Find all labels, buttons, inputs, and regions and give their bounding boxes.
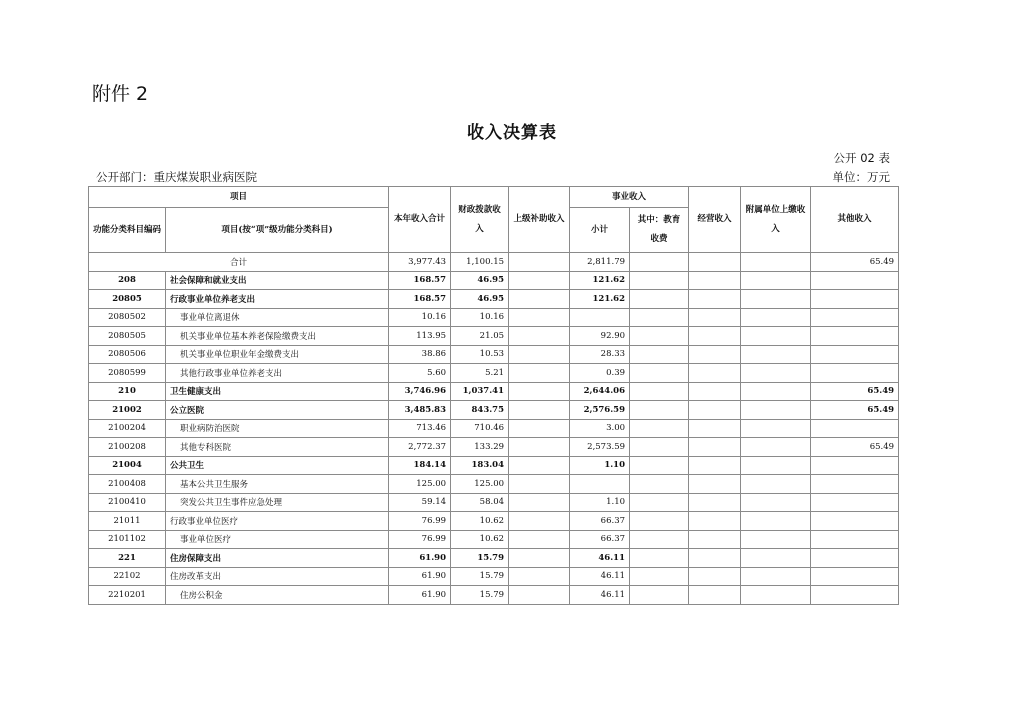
table-row (89, 364, 899, 383)
row-other (811, 512, 899, 531)
row-name: 事业单位医疗 (166, 530, 389, 549)
row-total: 113.95 (389, 327, 451, 346)
row-operating (689, 382, 741, 401)
total-education (630, 253, 689, 272)
row-name: 卫生健康支出 (166, 382, 389, 401)
row-affiliated (741, 475, 811, 494)
row-name: 机关事业单位基本养老保险缴费支出 (166, 327, 389, 346)
row-education (630, 567, 689, 586)
unit-label: 单位：万元 (832, 170, 890, 184)
row-fiscal: 10.16 (451, 308, 509, 327)
row-name: 其他行政事业单位养老支出 (166, 364, 389, 383)
row-name: 职业病防治医院 (166, 419, 389, 438)
row-fiscal: 183.04 (451, 456, 509, 475)
row-education (630, 586, 689, 605)
row-total: 76.99 (389, 530, 451, 549)
row-subtotal: 0.39 (570, 364, 630, 383)
row-total: 10.16 (389, 308, 451, 327)
row-operating (689, 567, 741, 586)
row-total: 168.57 (389, 271, 451, 290)
row-affiliated (741, 401, 811, 420)
row-total: 61.90 (389, 549, 451, 568)
row-total: 61.90 (389, 567, 451, 586)
row-subtotal: 121.62 (570, 290, 630, 309)
row-education (630, 419, 689, 438)
row-code: 2210201 (89, 586, 166, 605)
row-subtotal: 121.62 (570, 271, 630, 290)
row-code: 221 (89, 549, 166, 568)
row-name: 其他专科医院 (166, 438, 389, 457)
row-upper (509, 382, 570, 401)
row-subtotal: 46.11 (570, 567, 630, 586)
row-other (811, 345, 899, 364)
table-row (89, 530, 899, 549)
row-affiliated (741, 345, 811, 364)
row-operating (689, 308, 741, 327)
row-upper (509, 549, 570, 568)
row-affiliated (741, 438, 811, 457)
row-upper (509, 271, 570, 290)
row-name: 住房公积金 (166, 586, 389, 605)
row-operating (689, 475, 741, 494)
row-name: 住房改革支出 (166, 567, 389, 586)
row-education (630, 382, 689, 401)
row-other (811, 586, 899, 605)
row-code: 2100410 (89, 493, 166, 512)
row-education (630, 549, 689, 568)
table-row (89, 419, 899, 438)
row-code: 2100408 (89, 475, 166, 494)
table-row (89, 567, 899, 586)
row-fiscal: 10.62 (451, 530, 509, 549)
total-subtotal: 2,811.79 (570, 253, 630, 272)
row-education (630, 493, 689, 512)
row-code: 2080599 (89, 364, 166, 383)
row-fiscal: 15.79 (451, 586, 509, 605)
row-operating (689, 438, 741, 457)
row-fiscal: 15.79 (451, 567, 509, 586)
row-affiliated (741, 327, 811, 346)
row-total: 2,772.37 (389, 438, 451, 457)
row-affiliated (741, 456, 811, 475)
row-upper (509, 493, 570, 512)
row-education (630, 512, 689, 531)
table-row (89, 401, 899, 420)
row-education (630, 475, 689, 494)
row-operating (689, 493, 741, 512)
department-label: 公开部门：重庆煤炭职业病医院 (96, 170, 257, 184)
row-operating (689, 345, 741, 364)
row-affiliated (741, 512, 811, 531)
row-operating (689, 549, 741, 568)
row-operating (689, 512, 741, 531)
row-affiliated (741, 493, 811, 512)
total-fiscal: 1,100.15 (451, 253, 509, 272)
row-affiliated (741, 530, 811, 549)
attachment-label: 附件 2 (92, 83, 149, 105)
row-name: 行政事业单位医疗 (166, 512, 389, 531)
row-total: 38.86 (389, 345, 451, 364)
row-subtotal: 1.10 (570, 493, 630, 512)
row-fiscal: 133.29 (451, 438, 509, 457)
row-subtotal: 92.90 (570, 327, 630, 346)
header-fiscal: 财政拨款收入 (451, 187, 509, 253)
table-row (89, 327, 899, 346)
row-education (630, 364, 689, 383)
row-subtotal: 3.00 (570, 419, 630, 438)
table-row (89, 475, 899, 494)
row-upper (509, 456, 570, 475)
row-upper (509, 401, 570, 420)
row-upper (509, 290, 570, 309)
row-other: 65.49 (811, 401, 899, 420)
income-table (88, 186, 899, 605)
row-fiscal: 125.00 (451, 475, 509, 494)
table-row (89, 345, 899, 364)
row-upper (509, 438, 570, 457)
header-other: 其他收入 (811, 187, 899, 253)
row-fiscal: 21.05 (451, 327, 509, 346)
row-fiscal: 46.95 (451, 271, 509, 290)
row-code: 2080502 (89, 308, 166, 327)
total-row (89, 253, 899, 272)
row-affiliated (741, 586, 811, 605)
row-operating (689, 364, 741, 383)
table-row (89, 512, 899, 531)
row-subtotal: 2,576.59 (570, 401, 630, 420)
row-education (630, 438, 689, 457)
row-total: 3,485.83 (389, 401, 451, 420)
table-row (89, 290, 899, 309)
header-project: 项目 (89, 187, 389, 208)
row-subtotal: 46.11 (570, 586, 630, 605)
row-affiliated (741, 382, 811, 401)
row-code: 2080506 (89, 345, 166, 364)
row-operating (689, 456, 741, 475)
row-upper (509, 530, 570, 549)
row-affiliated (741, 308, 811, 327)
row-education (630, 271, 689, 290)
row-subtotal: 2,644.06 (570, 382, 630, 401)
row-name: 突发公共卫生事件应急处理 (166, 493, 389, 512)
row-operating (689, 419, 741, 438)
row-other (811, 327, 899, 346)
row-code: 22102 (89, 567, 166, 586)
row-upper (509, 567, 570, 586)
row-total: 3,746.96 (389, 382, 451, 401)
table-row (89, 456, 899, 475)
row-operating (689, 401, 741, 420)
row-other: 65.49 (811, 382, 899, 401)
row-other (811, 290, 899, 309)
row-other (811, 456, 899, 475)
row-education (630, 290, 689, 309)
row-total: 713.46 (389, 419, 451, 438)
header-subtotal: 小计 (570, 208, 630, 253)
row-operating (689, 290, 741, 309)
row-other (811, 549, 899, 568)
header-affiliated: 附属单位上缴收入 (741, 187, 811, 253)
header-business: 事业收入 (570, 187, 689, 208)
row-total: 184.14 (389, 456, 451, 475)
row-name: 机关事业单位职业年金缴费支出 (166, 345, 389, 364)
row-fiscal: 58.04 (451, 493, 509, 512)
row-upper (509, 512, 570, 531)
row-operating (689, 586, 741, 605)
row-education (630, 401, 689, 420)
row-total: 5.60 (389, 364, 451, 383)
row-other (811, 530, 899, 549)
header-total: 本年收入合计 (389, 187, 451, 253)
table-row (89, 382, 899, 401)
row-other (811, 364, 899, 383)
row-code: 21004 (89, 456, 166, 475)
row-name: 基本公共卫生服务 (166, 475, 389, 494)
row-education (630, 327, 689, 346)
row-subtotal: 1.10 (570, 456, 630, 475)
table-row (89, 438, 899, 457)
row-operating (689, 271, 741, 290)
row-subtotal (570, 475, 630, 494)
row-name: 行政事业单位养老支出 (166, 290, 389, 309)
header-education: 其中：教育收费 (630, 208, 689, 253)
row-other (811, 308, 899, 327)
total-affiliated (741, 253, 811, 272)
row-fiscal: 46.95 (451, 290, 509, 309)
row-affiliated (741, 271, 811, 290)
row-upper (509, 586, 570, 605)
row-name: 公共卫生 (166, 456, 389, 475)
row-education (630, 308, 689, 327)
row-name: 公立医院 (166, 401, 389, 420)
header-item-name: 项目(按“项”级功能分类科目) (166, 208, 389, 253)
row-code: 21002 (89, 401, 166, 420)
row-fiscal: 10.62 (451, 512, 509, 531)
row-code: 208 (89, 271, 166, 290)
row-operating (689, 327, 741, 346)
row-fiscal: 710.46 (451, 419, 509, 438)
row-subtotal (570, 308, 630, 327)
row-other (811, 475, 899, 494)
total-label: 合计 (89, 253, 389, 272)
row-total: 61.90 (389, 586, 451, 605)
header-func-code: 功能分类科目编码 (89, 208, 166, 253)
row-total: 76.99 (389, 512, 451, 531)
row-code: 210 (89, 382, 166, 401)
row-affiliated (741, 364, 811, 383)
row-subtotal: 2,573.59 (570, 438, 630, 457)
row-operating (689, 530, 741, 549)
row-other: 65.49 (811, 438, 899, 457)
table-row (89, 586, 899, 605)
row-total: 59.14 (389, 493, 451, 512)
row-code: 2100204 (89, 419, 166, 438)
table-row (89, 271, 899, 290)
row-name: 住房保障支出 (166, 549, 389, 568)
row-education (630, 456, 689, 475)
row-other (811, 493, 899, 512)
row-subtotal: 46.11 (570, 549, 630, 568)
row-fiscal: 843.75 (451, 401, 509, 420)
row-education (630, 345, 689, 364)
row-fiscal: 5.21 (451, 364, 509, 383)
total-total: 3,977.43 (389, 253, 451, 272)
row-upper (509, 308, 570, 327)
row-code: 2100208 (89, 438, 166, 457)
header-operating: 经营收入 (689, 187, 741, 253)
total-upper (509, 253, 570, 272)
row-total: 168.57 (389, 290, 451, 309)
row-code: 2101102 (89, 530, 166, 549)
row-subtotal: 28.33 (570, 345, 630, 364)
row-code: 21011 (89, 512, 166, 531)
row-fiscal: 15.79 (451, 549, 509, 568)
row-upper (509, 364, 570, 383)
row-total: 125.00 (389, 475, 451, 494)
row-code: 2080505 (89, 327, 166, 346)
row-affiliated (741, 567, 811, 586)
row-upper (509, 345, 570, 364)
row-education (630, 530, 689, 549)
row-upper (509, 419, 570, 438)
table-row (89, 549, 899, 568)
row-subtotal: 66.37 (570, 512, 630, 531)
page-title: 收入决算表 (467, 123, 557, 143)
row-other (811, 419, 899, 438)
table-row (89, 493, 899, 512)
row-code: 20805 (89, 290, 166, 309)
row-name: 社会保障和就业支出 (166, 271, 389, 290)
row-fiscal: 10.53 (451, 345, 509, 364)
row-fiscal: 1,037.41 (451, 382, 509, 401)
row-affiliated (741, 549, 811, 568)
row-other (811, 567, 899, 586)
total-other: 65.49 (811, 253, 899, 272)
row-upper (509, 475, 570, 494)
row-affiliated (741, 290, 811, 309)
total-operating (689, 253, 741, 272)
row-upper (509, 327, 570, 346)
row-affiliated (741, 419, 811, 438)
table-row (89, 308, 899, 327)
row-subtotal: 66.37 (570, 530, 630, 549)
table-code: 公开 02 表 (833, 151, 890, 165)
header-upper: 上级补助收入 (509, 187, 570, 253)
row-other (811, 271, 899, 290)
row-name: 事业单位离退休 (166, 308, 389, 327)
